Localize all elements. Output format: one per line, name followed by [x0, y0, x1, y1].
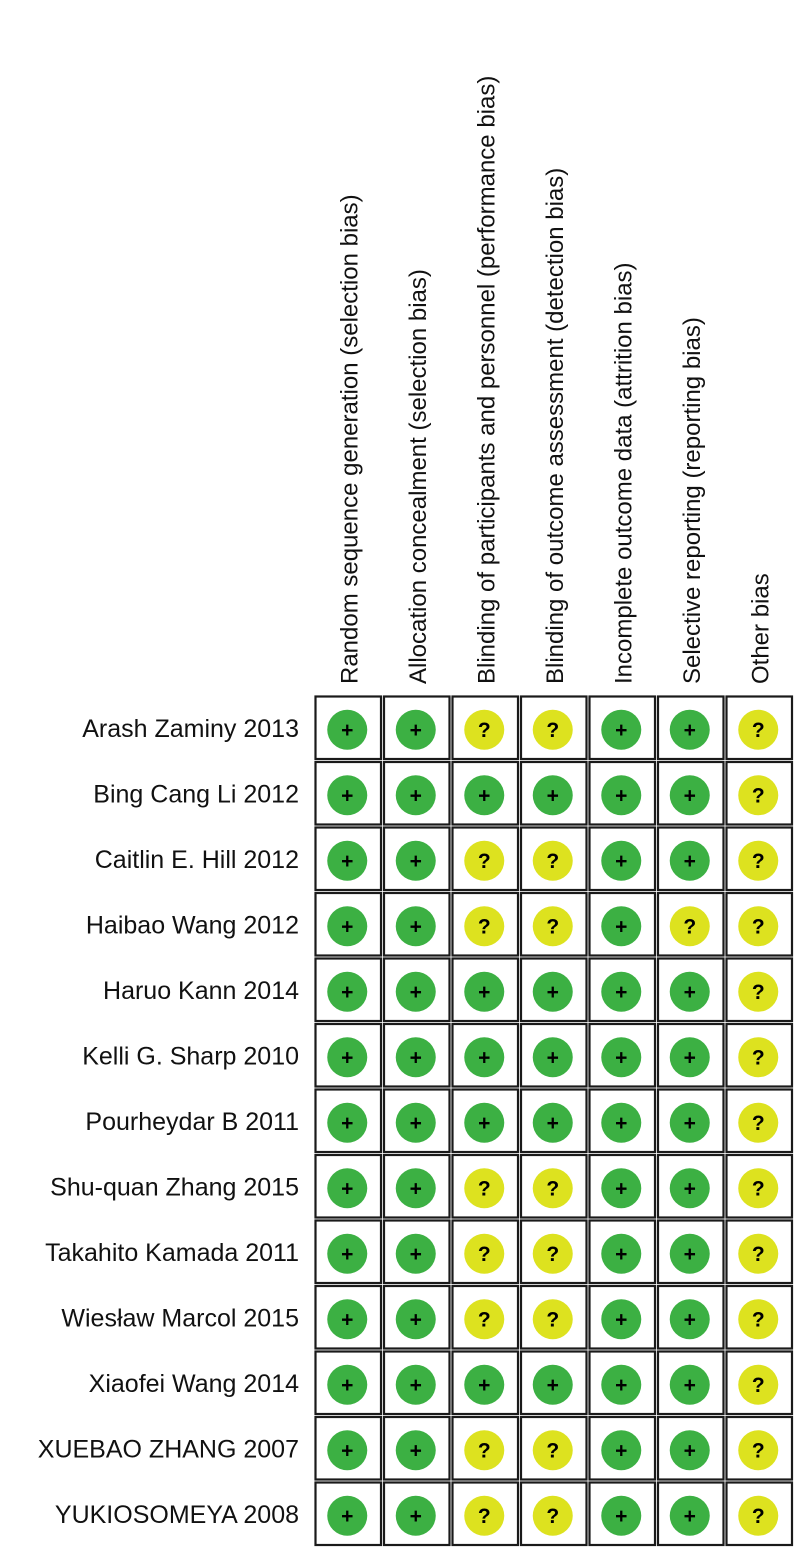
rating-cell [521, 1483, 587, 1546]
rating-grid [316, 697, 793, 1546]
rating-cell [590, 893, 656, 956]
rating-cell [316, 1352, 382, 1415]
rating-cell [590, 762, 656, 825]
rating-symbol: ? [751, 784, 765, 808]
rating-symbol: ? [546, 718, 560, 742]
rating-symbol: ? [751, 1177, 765, 1201]
rating-symbol: + [683, 980, 696, 1004]
rating-cell [384, 1221, 450, 1284]
column-header: Selective reporting (reporting bias) [678, 317, 706, 684]
rating-symbol: ? [683, 915, 697, 939]
rating-symbol: + [615, 915, 628, 939]
rating-symbol: + [683, 1439, 696, 1463]
rating-symbol: + [409, 1046, 422, 1070]
rating-cell [521, 1024, 587, 1087]
rating-symbol: + [683, 1242, 696, 1266]
rating-cell [727, 893, 793, 956]
rating-cell [521, 762, 587, 825]
rating-symbol: + [615, 784, 628, 808]
rating-cell [521, 1090, 587, 1153]
rating-cell [453, 697, 519, 760]
rating-symbol: ? [546, 1439, 560, 1463]
rating-symbol: + [478, 980, 491, 1004]
rating-symbol: + [615, 1373, 628, 1397]
rating-symbol: ? [751, 1046, 765, 1070]
rating-cell [590, 1286, 656, 1349]
rating-symbol: + [546, 1111, 559, 1135]
study-label: YUKIOSOMEYA 2008 [54, 1500, 299, 1529]
rating-symbol: + [615, 1111, 628, 1135]
rating-cell [590, 828, 656, 891]
rating-symbol: + [409, 1373, 422, 1397]
rating-symbol: + [683, 784, 696, 808]
rating-symbol: + [341, 1242, 354, 1266]
rating-symbol: + [409, 718, 422, 742]
rating-symbol: ? [546, 915, 560, 939]
rating-cell [521, 1352, 587, 1415]
rating-symbol: + [546, 1373, 559, 1397]
rating-cell [658, 1352, 724, 1415]
rating-cell [453, 1155, 519, 1218]
rating-cell [316, 1090, 382, 1153]
column-header: Blinding of participants and personnel (performance bias) [473, 75, 501, 684]
study-label: Kelli G. Sharp 2010 [82, 1042, 299, 1071]
rating-symbol: ? [751, 915, 765, 939]
rating-cell [658, 1155, 724, 1218]
rating-cell [590, 1417, 656, 1480]
rating-symbol: + [683, 1504, 696, 1528]
rating-cell [453, 828, 519, 891]
rating-cell [384, 1352, 450, 1415]
rating-cell [521, 893, 587, 956]
study-label: Haruo Kann 2014 [103, 976, 299, 1005]
rating-symbol: + [615, 1177, 628, 1201]
rating-symbol: + [409, 1504, 422, 1528]
rating-cell [658, 1286, 724, 1349]
rating-cell [727, 1090, 793, 1153]
rating-cell [658, 1483, 724, 1546]
rating-cell [727, 1155, 793, 1218]
rating-symbol: + [683, 1308, 696, 1332]
rating-cell [590, 1155, 656, 1218]
rating-symbol: ? [751, 1308, 765, 1332]
rating-cell [384, 1417, 450, 1480]
rating-symbol: + [409, 784, 422, 808]
rating-symbol: + [341, 1308, 354, 1332]
rating-symbol: + [409, 1308, 422, 1332]
rating-cell [590, 697, 656, 760]
rating-cell [316, 697, 382, 760]
rating-symbol: + [341, 784, 354, 808]
rating-cell [521, 1286, 587, 1349]
column-header: Blinding of outcome assessment (detection bias) [541, 167, 569, 684]
rating-cell [316, 1155, 382, 1218]
rating-symbol: + [409, 1242, 422, 1266]
rating-cell [590, 1352, 656, 1415]
rating-cell [521, 959, 587, 1022]
rating-cell [316, 1286, 382, 1349]
rating-cell [658, 893, 724, 956]
rating-cell [521, 828, 587, 891]
rating-symbol: ? [751, 1111, 765, 1135]
rating-cell [453, 1286, 519, 1349]
rating-cell [316, 893, 382, 956]
rating-cell [384, 828, 450, 891]
rating-symbol: + [683, 1111, 696, 1135]
rating-cell [316, 828, 382, 891]
rating-symbol: + [341, 1177, 354, 1201]
rating-symbol: ? [546, 1504, 560, 1528]
rating-symbol: + [546, 1046, 559, 1070]
study-label: Xiaofei Wang 2014 [88, 1369, 299, 1398]
rating-symbol: ? [477, 1308, 491, 1332]
rating-cell [727, 959, 793, 1022]
rating-symbol: ? [477, 1177, 491, 1201]
rating-symbol: + [341, 1046, 354, 1070]
rating-symbol: ? [477, 1504, 491, 1528]
rating-symbol: + [409, 1111, 422, 1135]
rating-symbol: + [341, 1439, 354, 1463]
rating-cell [658, 1417, 724, 1480]
rating-cell [316, 1483, 382, 1546]
rating-symbol: + [615, 1046, 628, 1070]
rating-cell [727, 762, 793, 825]
rating-cell [316, 959, 382, 1022]
rating-symbol: ? [477, 1439, 491, 1463]
rating-cell [658, 828, 724, 891]
column-header: Random sequence generation (selection bias) [336, 194, 364, 684]
rating-symbol: + [615, 1504, 628, 1528]
study-label: Haibao Wang 2012 [85, 911, 299, 940]
rating-symbol: + [341, 1373, 354, 1397]
rating-symbol: + [409, 849, 422, 873]
rating-symbol: ? [546, 1242, 560, 1266]
rating-symbol: + [341, 915, 354, 939]
rating-cell [727, 1024, 793, 1087]
rating-cell [590, 1221, 656, 1284]
rating-cell [316, 1024, 382, 1087]
rating-symbol: ? [477, 915, 491, 939]
rating-cell [453, 959, 519, 1022]
rating-symbol: + [341, 1111, 354, 1135]
rating-cell [727, 1352, 793, 1415]
rating-symbol: + [341, 718, 354, 742]
study-label: Bing Cang Li 2012 [93, 780, 299, 809]
rating-cell [384, 959, 450, 1022]
rating-symbol: ? [751, 1373, 765, 1397]
rating-symbol: ? [477, 849, 491, 873]
rating-cell [521, 1221, 587, 1284]
study-label: XUEBAO ZHANG 2007 [37, 1435, 299, 1464]
rating-cell [521, 697, 587, 760]
rating-symbol: ? [546, 1177, 560, 1201]
rating-cell [453, 1024, 519, 1087]
rating-symbol: ? [751, 980, 765, 1004]
rating-symbol: + [615, 980, 628, 1004]
rating-symbol: ? [546, 849, 560, 873]
rating-symbol: + [409, 980, 422, 1004]
rating-cell [453, 1483, 519, 1546]
rating-cell [384, 1090, 450, 1153]
rating-cell [521, 1155, 587, 1218]
rating-symbol: + [615, 1439, 628, 1463]
rating-cell [727, 1286, 793, 1349]
rating-cell [658, 1090, 724, 1153]
rating-cell [590, 1024, 656, 1087]
rating-cell [727, 1221, 793, 1284]
rating-symbol: + [615, 1242, 628, 1266]
rating-symbol: ? [751, 1242, 765, 1266]
rating-symbol: ? [751, 718, 765, 742]
rating-cell [658, 1221, 724, 1284]
rating-symbol: ? [751, 1504, 765, 1528]
rating-cell [316, 1221, 382, 1284]
rating-cell [727, 697, 793, 760]
rating-cell [658, 762, 724, 825]
study-label: Pourheydar B 2011 [85, 1107, 299, 1136]
rating-cell [453, 1417, 519, 1480]
rating-symbol: + [546, 980, 559, 1004]
rating-cell [316, 762, 382, 825]
rating-symbol: + [546, 784, 559, 808]
rating-cell [590, 1090, 656, 1153]
rating-cell [727, 828, 793, 891]
rating-cell [658, 959, 724, 1022]
rating-symbol: + [683, 718, 696, 742]
rating-cell [453, 1090, 519, 1153]
rating-cell [384, 1286, 450, 1349]
rating-cell [384, 1483, 450, 1546]
rating-symbol: + [683, 1046, 696, 1070]
rating-cell [590, 959, 656, 1022]
row-labels [38, 715, 299, 1529]
rating-cell [658, 1024, 724, 1087]
rating-symbol: + [478, 1111, 491, 1135]
rating-cell [453, 893, 519, 956]
rating-symbol: + [683, 1373, 696, 1397]
column-header: Incomplete outcome data (attrition bias) [610, 262, 638, 684]
rating-symbol: + [615, 1308, 628, 1332]
study-label: Arash Zaminy 2013 [82, 714, 299, 743]
rating-symbol: + [478, 1046, 491, 1070]
rating-cell [521, 1417, 587, 1480]
rating-cell [316, 1417, 382, 1480]
rating-cell [453, 1221, 519, 1284]
study-label: Caitlin E. Hill 2012 [94, 845, 299, 874]
rating-cell [453, 1352, 519, 1415]
rating-symbol: + [615, 718, 628, 742]
rating-cell [384, 697, 450, 760]
rating-cell [384, 762, 450, 825]
column-labels [336, 76, 774, 684]
column-header: Other bias [747, 573, 775, 684]
rating-symbol: + [341, 1504, 354, 1528]
rating-symbol: + [683, 1177, 696, 1201]
rating-symbol: ? [477, 1242, 491, 1266]
study-label: Wiesław Marcol 2015 [61, 1304, 299, 1333]
column-header: Allocation concealment (selection bias) [404, 269, 432, 684]
rating-symbol: + [409, 1177, 422, 1201]
rating-cell [590, 1483, 656, 1546]
rating-cell [453, 762, 519, 825]
rating-cell [727, 1483, 793, 1546]
rating-symbol: + [478, 1373, 491, 1397]
rating-symbol: ? [751, 849, 765, 873]
rating-cell [384, 893, 450, 956]
rating-symbol: + [409, 915, 422, 939]
rating-symbol: ? [477, 718, 491, 742]
rating-cell [658, 697, 724, 760]
study-label: Takahito Kamada 2011 [45, 1238, 299, 1267]
rating-symbol: ? [751, 1439, 765, 1463]
rating-cell [727, 1417, 793, 1480]
rating-cell [384, 1155, 450, 1218]
rating-symbol: ? [546, 1308, 560, 1332]
rating-symbol: + [683, 849, 696, 873]
rating-cell [384, 1024, 450, 1087]
rating-symbol: + [341, 849, 354, 873]
rating-symbol: + [341, 980, 354, 1004]
study-label: Shu-quan Zhang 2015 [50, 1173, 299, 1202]
rating-symbol: + [615, 849, 628, 873]
rating-symbol: + [409, 1439, 422, 1463]
rating-symbol: + [478, 784, 491, 808]
